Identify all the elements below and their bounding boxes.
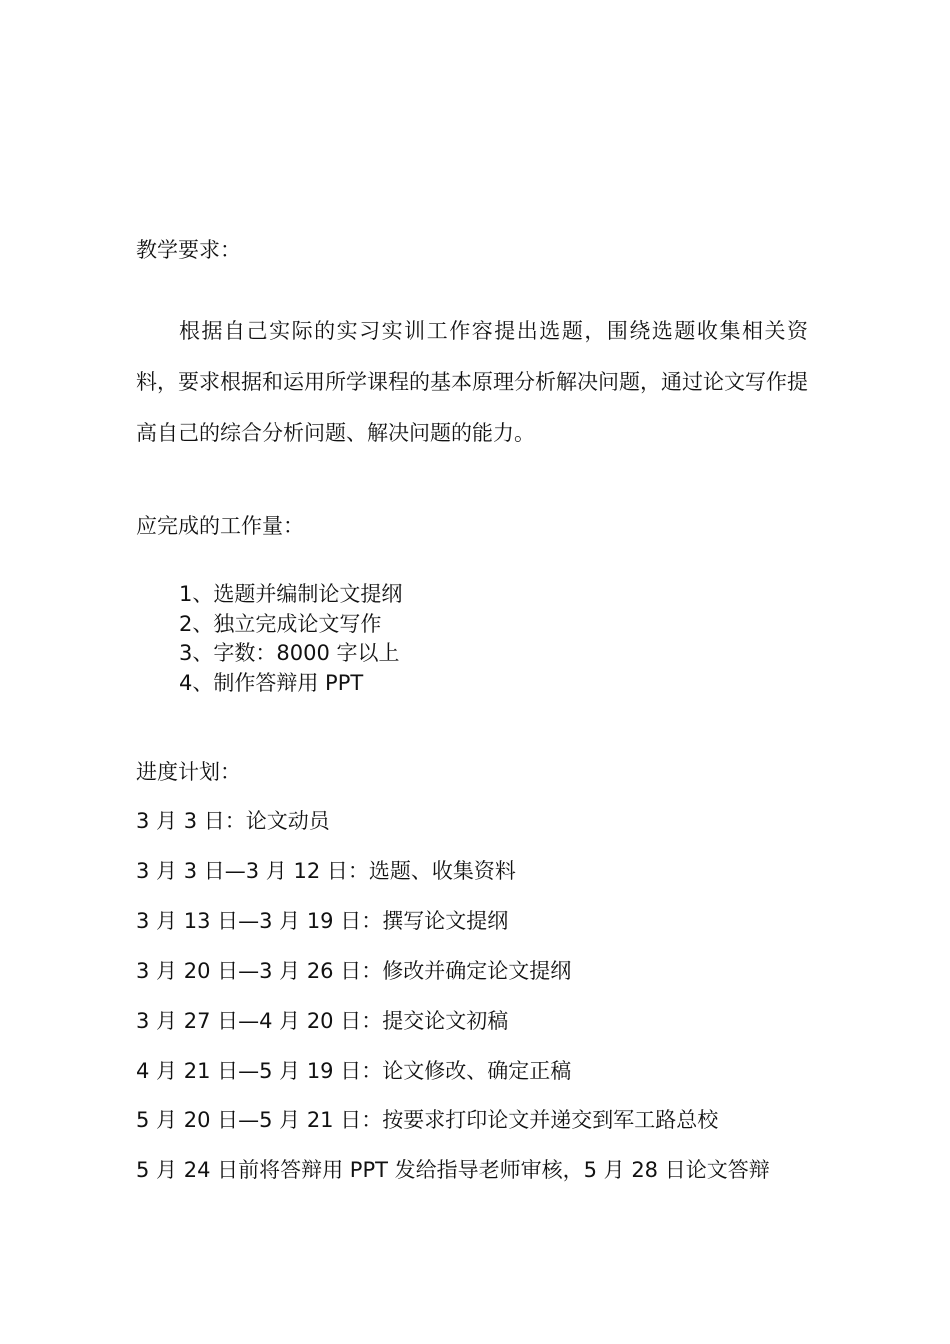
workload-list [179, 580, 402, 698]
workload-item: 1、选题并编制论文提纲 [179, 582, 403, 606]
schedule-item: 3 月 3 日—3 月 12 日：选题、收集资料 [136, 859, 516, 883]
schedule-item: 3 月 13 日—3 月 19 日：撰写论文提纲 [136, 909, 509, 933]
workload-item: 3、字数：8000 字以上 [179, 641, 400, 665]
schedule-item: 5 月 24 日前将答辩用 PPT 发给指导老师审核，5 月 28 日论文答辩 [136, 1158, 770, 1182]
schedule-item: 5 月 20 日—5 月 21 日：按要求打印论文并递交到军工路总校 [136, 1108, 719, 1132]
schedule-heading: 进度计划： [136, 760, 241, 784]
teaching-requirements-heading: 教学要求： [136, 238, 241, 262]
teaching-requirements-body: 根据自己实际的实习实训工作容提出选题，围绕选题收集相关资料，要求根据和运用所学课程的基本原理分析解决问题，通过论文写作提高自己的综合分析问题、解决问题的能力。 [136, 319, 808, 445]
schedule-item: 4 月 21 日—5 月 19 日：论文修改、确定正稿 [136, 1059, 572, 1083]
workload-item: 4、制作答辩用 PPT [179, 670, 364, 695]
schedule-item: 3 月 20 日—3 月 26 日：修改并确定论文提纲 [136, 959, 572, 983]
workload-item: 2、独立完成论文写作 [179, 611, 382, 636]
schedule-item: 3 月 3 日：论文动员 [136, 809, 330, 833]
schedule-item: 3 月 27 日—4 月 20 日：提交论文初稿 [136, 1009, 509, 1033]
workload-heading: 应完成的工作量： [136, 514, 304, 538]
